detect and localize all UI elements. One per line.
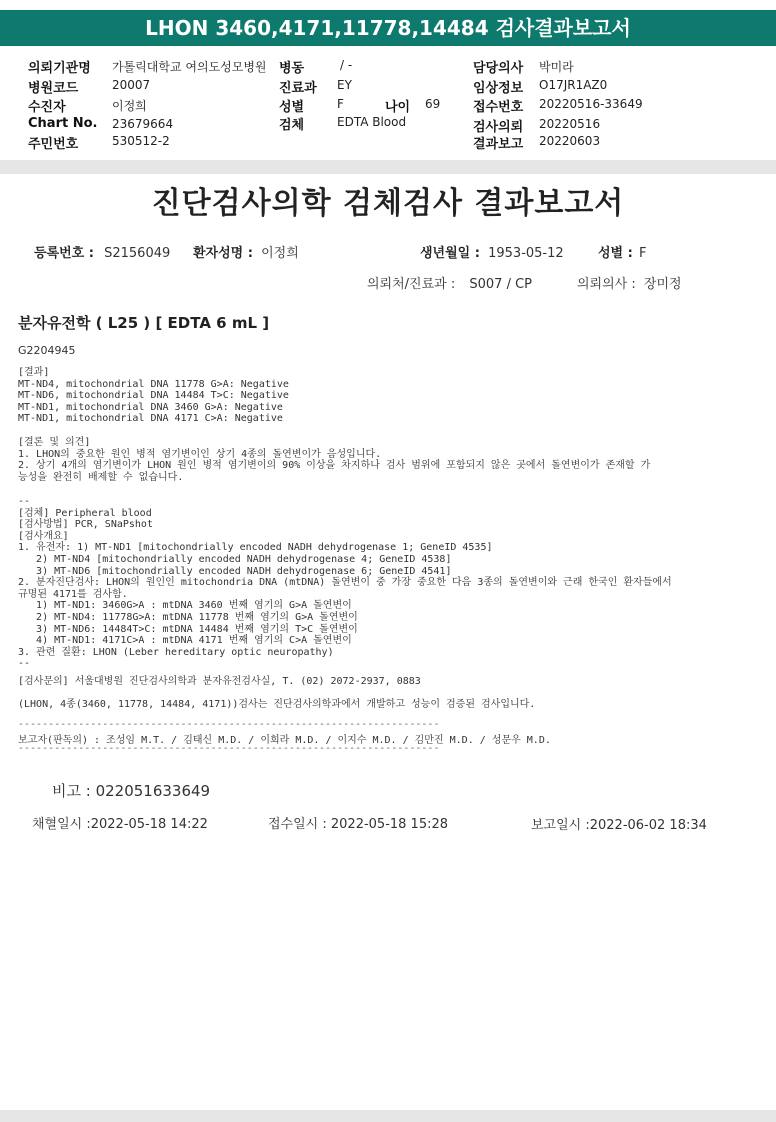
patient-name [193,242,299,261]
reporters-line: 보고자(판독의) : 조성임 M.T. / 김태신 M.D. / 이희라 M.D. / 이지수 M.D. / 김만진 M.D. / 성문우 M.D. [18,735,551,746]
header-top-strip [0,0,776,10]
chart-no-value: 23679664 [112,117,174,131]
comment-block: [결론 및 의견] 1. LHON의 중요한 원인 병적 염기변이인 상기 4종의 돌연변이가 음성입니다. 2. 상기 4개의 염기변이가 LHON 원인 병적 염기변이의 90% 이상을 차지하나 검사 범위에 포함되지 않은 곳에서 돌연변이가 존재할 가 능성을 완전히 배제할 수 없습니다. [18,437,651,483]
registration-value: S2156049 [104,246,171,261]
specimen-value: EDTA Blood [337,115,407,129]
department-label: 진료과 [279,81,317,96]
validation-line: (LHON, 4종(3460, 11778, 14484, 4171))검사는 진단검사의학과에서 개발하고 성능이 검증된 검사입니다. [18,699,536,710]
age-value: 69 [425,97,441,111]
report-datetime: 보고일시 :2022-06-02 18:34 [531,818,707,833]
method-block: -- [검체] Peripheral blood [검사방법] PCR, SNaPshot [검사개요] 1. 유전자: 1) MT-ND1 [mitochondrially encoded NADH dehydrogenase 1; GeneID 4535] 2) MT-ND4 [mitochondrially encoded NADH dehydrogenase 4; GeneID 4538] 3) MT-ND6 [mitochondrially encoded NADH dehydrogenase 6; GeneID 4541] 2. 분자진단검사: LHON의 원인인 mitochondria DNA (mtDNA) 돌연변이 중 가장 중요한 다음 3종의 돌연변이와 근래 한국인 환자들에서 규명된 4171를 검사함. 1) MT-ND1: 3460G>A : mtDNA 3460 번째 염기의 G>A 돌연변이 2) MT-ND4: 11778G>A: mtDNA 11778 번째 염기의 G>A 돌연변이 3) MT-ND6: 14484T>C: mtDNA 14484 번째 염기의 T>C 돌연변이 4) MT-ND1: 4171C>A : mtDNA 4171 번째 염기의 C>A 돌연변이 3. 관련 질환: LHON (Leber hereditary optic neuropathy) -- [18,496,672,670]
patient-name-value: 이정희 [261,246,299,261]
receipt-no-label: 접수번호 [473,100,524,115]
specimen-label: 검체 [279,118,305,133]
main-title: 진단검사의학 검체검사 결과보고서 [151,186,625,221]
dept-label: 의뢰처/진료과 : [367,277,456,292]
patient-sex-label: 성별 : [598,246,633,261]
result-block: [결과] MT-ND4, mitochondrial DNA 11778 G>A: Negative MT-ND6, mitochondrial DNA 14484 T>C: Negative MT-ND1, mitochondrial DNA 3460 G>A: Negative MT-ND1, mitochondrial DNA 4171 C>A: Negative [18,367,289,425]
report-date-value: 20220603 [539,134,601,148]
resident-no-value: 530512-2 [112,134,170,148]
doctor-label: 담당의사 [473,61,524,76]
specimen-id: G2204945 [18,344,76,357]
patient-sex-value: F [638,246,647,261]
divider-line-top: ---------------------------------------------------------------------- [18,719,440,730]
date-of-birth [420,242,564,261]
report-header-title: LHON 3460,4171,11778,14484 검사결과보고서 [145,16,631,40]
referring-doctor [577,273,682,292]
institution-label: 의뢰기관명 [28,61,91,76]
institution-value: 가톨릭대학교 여의도성모병원 [112,60,267,74]
report-header-bar [0,0,776,46]
age-label: 나이 [385,100,411,115]
doc-label: 의뢰의사 : [577,277,636,292]
patient-value: 이정희 [112,99,147,113]
test-section-title: 분자유전학 ( L25 ) [ EDTA 6 mL ] [18,314,270,332]
registration-label: 등록번호 : [34,246,94,261]
receipt-datetime: 접수일시 : 2022-05-18 15:28 [268,817,449,832]
clinical-info-value: O17JR1AZ0 [539,78,608,92]
section-separator [0,160,776,174]
inquiry-line: [검사문의] 서울대병원 진단검사의학과 분자유전검사실, T. (02) 2072-2937, 0883 [18,676,421,687]
chart-no-label: Chart No. [28,116,98,131]
report-date-label: 결과보고 [473,137,524,152]
patient-label: 수진자 [28,100,66,115]
clinical-info-label: 임상정보 [473,81,524,96]
doc-value: 장미정 [643,277,682,292]
bottom-band [0,1110,776,1122]
sex-value: F [337,97,344,111]
dept-value: S007 / CP [469,277,533,292]
remarks: 비고 : 022051633649 [52,782,211,800]
doctor-value: 박미라 [539,60,574,74]
hospital-code-label: 병원코드 [28,81,79,96]
dob-label: 생년월일 : [420,246,480,261]
divider-line-bottom: ---------------------------------------------------------------------- [18,743,440,754]
receipt-no-value: 20220516-33649 [539,97,643,111]
department-value: EY [337,78,352,92]
hospital-code-value: 20007 [112,78,151,92]
sex-label: 성별 [279,100,305,115]
patient-sex [598,242,646,261]
patient-name-label: 환자성명 : [193,246,253,261]
referring-department [367,273,532,292]
ward-value: / - [340,58,353,72]
resident-no-label: 주민번호 [28,137,79,152]
request-date-value: 20220516 [539,117,601,131]
registration-number [34,242,170,261]
dob-value: 1953-05-12 [488,246,564,261]
request-date-label: 검사의뢰 [473,120,524,135]
collection-datetime: 채혈일시 :2022-05-18 14:22 [32,817,208,832]
ward-label: 병동 [279,61,305,76]
